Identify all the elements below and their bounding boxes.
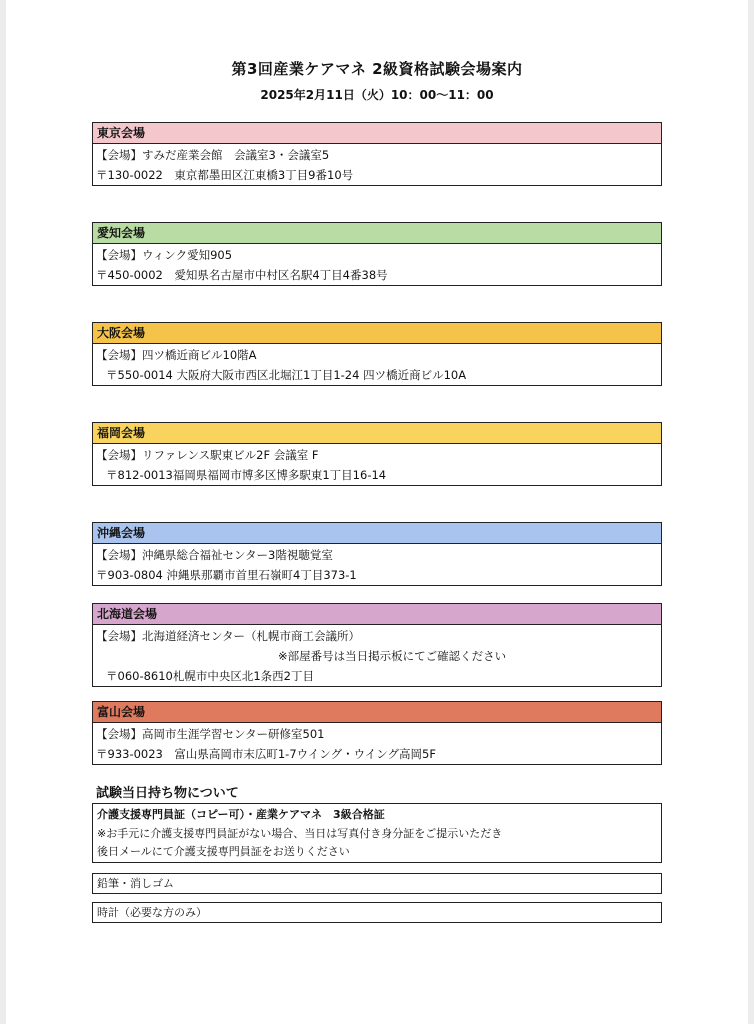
venue-postal-line: 〒933-0023 富山県高岡市末広町1-7ウイング・ウイング高岡5F [96,747,436,761]
venue-address-line: 【会場】沖縄県総合福祉センター3階視聴覚室 [96,548,333,562]
venue-toyama [92,701,662,765]
venue-okinawa [92,522,662,586]
item-note: ※お手元に介護支援専門員証がない場合、当日は写真付き身分証をご提示いただき [97,827,503,840]
page-title: 第3回産業ケアマネ 2級資格試験会場案内 [231,60,523,78]
venue-postal-line: 〒450-0002 愛知県名古屋市中村区名駅4丁目4番38号 [96,268,388,282]
venue-address-line: 【会場】すみだ産業会館 会議室3・会議室5 [96,148,330,162]
venue-address-line: 【会場】リファレンス駅東ビル2F 会議室 F [96,448,319,462]
venue-osaka [92,322,662,386]
items-section-title: 試験当日持ち物について [96,786,239,801]
venue-postal-line: 〒903-0804 沖縄県那覇市首里石嶺町4丁目373-1 [96,568,357,582]
item-label: 鉛筆・消しゴム [97,877,174,890]
venue-address-line: 【会場】高岡市生涯学習センター研修室501 [96,727,325,741]
venue-fukuoka [92,422,662,486]
item-note: 後日メールにて介護支援専門員証をお送りください [97,845,350,858]
venue-postal-line: 〒812-0013福岡県福岡市博多区博多駅東1丁目16-14 [106,468,387,482]
venue-address-line: 【会場】ウィンク愛知905 [96,248,233,262]
venue-tokyo [92,122,662,186]
venue-header: 沖縄会場 [93,523,661,544]
item-watch [92,902,662,923]
venue-postal-line: 〒550-0014 大阪府大阪市西区北堀江1丁目1-24 四ツ橋近商ビル10A [106,368,467,382]
item-label: 時計（必要な方のみ） [97,906,207,919]
venue-address-line: 【会場】四ツ橋近商ビル10階A [96,348,257,362]
venue-header: 北海道会場 [93,604,661,625]
venue-postal-line: 〒060-8610札幌市中央区北1条西2丁目 [106,669,314,683]
venue-hokkaido [92,603,662,687]
venue-header: 富山会場 [93,702,661,723]
item-care-manager-card [92,803,662,863]
venue-header: 大阪会場 [93,323,661,344]
item-pencil-eraser [92,873,662,894]
venue-note: ※部屋番号は当日掲示板にてご確認ください [278,649,507,663]
exam-date: 2025年2月11日（火）10：00〜11：00 [260,88,494,102]
venue-header: 愛知会場 [93,223,661,244]
venue-header: 福岡会場 [93,423,661,444]
venue-postal-line: 〒130-0022 東京都墨田区江東橋3丁目9番10号 [96,168,354,182]
item-label: 介護支援専門員証（コピー可）・産業ケアマネ 3級合格証 [97,808,385,821]
venue-aichi [92,222,662,286]
venue-header: 東京会場 [93,123,661,144]
venue-address-line: 【会場】北海道経済センター（札幌市商工会議所） [96,629,361,643]
